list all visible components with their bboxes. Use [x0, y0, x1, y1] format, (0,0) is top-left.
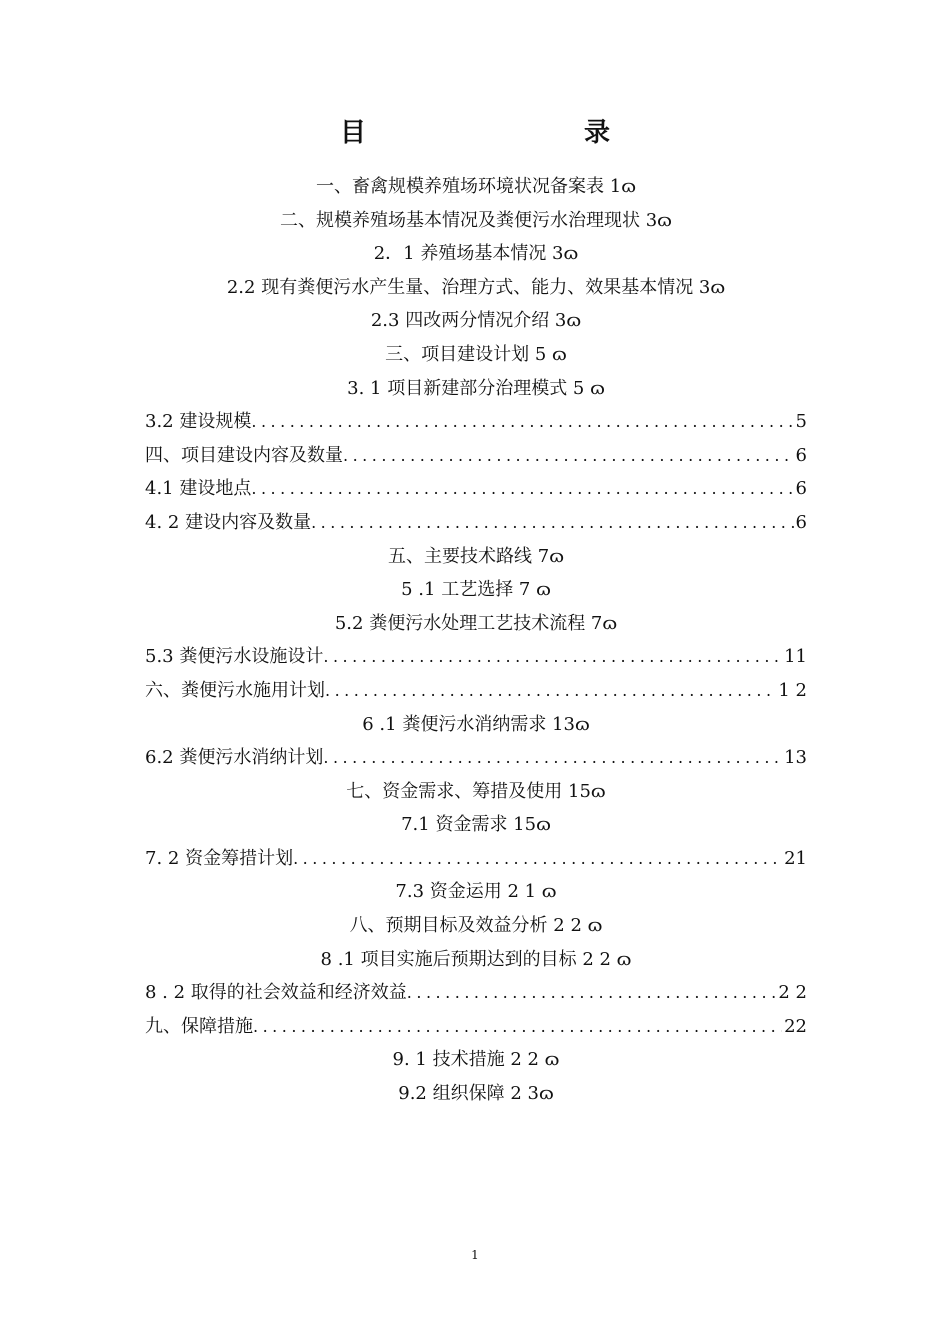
- dot-leader: [311, 506, 793, 540]
- toc-entry-label: 九、保障措施: [145, 1015, 253, 1037]
- toc-entry[interactable]: 5.2 粪便污水处理工艺技术流程 7ɷ: [334, 612, 618, 634]
- toc-title-char-2: 录: [584, 118, 611, 148]
- toc-entry-label: 7. 2 资金筹措计划: [145, 847, 294, 869]
- dot-leader: [323, 640, 782, 674]
- toc-entry-page: 5: [795, 411, 807, 433]
- toc-title: [0, 112, 950, 152]
- toc-entry[interactable]: [145, 439, 807, 473]
- toc-entry-page: 1 2: [778, 679, 807, 701]
- toc-entry-label: 4. 2 建设内容及数量: [145, 511, 312, 533]
- toc-entry-page: 6: [795, 478, 807, 500]
- toc-entry-page: 22: [784, 1015, 807, 1037]
- dot-leader: [343, 439, 794, 473]
- toc-title-char-1: 目: [340, 118, 367, 148]
- toc-entry[interactable]: [145, 842, 807, 876]
- dot-leader: [407, 976, 777, 1010]
- toc-entry[interactable]: [145, 405, 807, 439]
- toc-entry[interactable]: 一、畜禽规模养殖场环境状况备案表 1ɷ: [316, 176, 636, 197]
- toc-entry[interactable]: 3. 1 项目新建部分治理模式 5 ɷ: [347, 377, 605, 399]
- toc-entry-page: 21: [784, 847, 807, 869]
- toc-entry[interactable]: [145, 640, 807, 674]
- dot-leader: [325, 674, 776, 708]
- dot-leader: [251, 472, 793, 506]
- toc-entry-page: 2 2: [778, 982, 807, 1004]
- dot-leader: [323, 741, 782, 775]
- toc-entry[interactable]: 5 .1 工艺选择 7 ɷ: [401, 579, 551, 601]
- toc-entry-page: 11: [784, 646, 807, 668]
- toc-entry[interactable]: [145, 976, 807, 1010]
- toc-entry[interactable]: 7.3 资金运用 2 1 ɷ: [395, 881, 557, 903]
- toc-entry-label: 3.2 建设规模: [145, 411, 252, 433]
- toc-entry[interactable]: 2.3 四改两分情况介绍 3ɷ: [370, 310, 582, 332]
- dot-leader: [251, 405, 793, 439]
- toc-entry[interactable]: 2．1 养殖场基本情况 3ɷ: [373, 243, 579, 265]
- toc-entry[interactable]: 三、项目建设计划 5 ɷ: [385, 343, 567, 365]
- toc-entry-page: 6: [795, 511, 807, 533]
- page-number: 1: [471, 1248, 479, 1262]
- toc-entry-label: 四、项目建设内容及数量: [145, 444, 343, 466]
- toc-entry-page: 6: [795, 444, 807, 466]
- toc-entry[interactable]: 二、规模养殖场基本情况及粪便污水治理现状 3ɷ: [280, 209, 672, 231]
- toc-entry[interactable]: [145, 472, 807, 506]
- toc-entry[interactable]: 6 .1 粪便污水消纳需求 13ɷ: [362, 713, 590, 735]
- toc-entry-label: 4.1 建设地点: [145, 478, 252, 500]
- toc-entry[interactable]: [145, 506, 807, 540]
- toc-entry[interactable]: [145, 1010, 807, 1044]
- dot-leader: [293, 842, 782, 876]
- toc-entry[interactable]: 7.1 资金需求 15ɷ: [401, 814, 551, 836]
- toc-entry-label: 8 . 2 取得的社会效益和经济效益: [145, 982, 407, 1004]
- toc-entry[interactable]: 2.2 现有粪便污水产生量、治理方式、能力、效果基本情况 3ɷ: [226, 276, 726, 298]
- dot-leader: [253, 1010, 782, 1044]
- toc-entry[interactable]: 9.2 组织保障 2 3ɷ: [398, 1083, 554, 1105]
- toc-entry[interactable]: [145, 741, 807, 775]
- table-of-contents: [145, 170, 807, 1111]
- toc-entry-page: 13: [784, 747, 807, 769]
- toc-entry[interactable]: 五、主要技术路线 7ɷ: [388, 545, 564, 567]
- toc-entry[interactable]: 8 .1 项目实施后预期达到的目标 2 2 ɷ: [320, 948, 632, 970]
- toc-entry-label: 5.3 粪便污水设施设计: [145, 646, 324, 668]
- toc-entry[interactable]: [145, 674, 807, 708]
- toc-entry[interactable]: 七、资金需求、筹措及使用 15ɷ: [346, 780, 606, 802]
- toc-entry-label: 六、粪便污水施用计划: [145, 679, 325, 701]
- toc-entry[interactable]: 八、预期目标及效益分析 2 2 ɷ: [349, 915, 603, 937]
- toc-entry[interactable]: 9. 1 技术措施 2 2 ɷ: [392, 1049, 560, 1071]
- toc-entry-label: 6.2 粪便污水消纳计划: [145, 747, 324, 769]
